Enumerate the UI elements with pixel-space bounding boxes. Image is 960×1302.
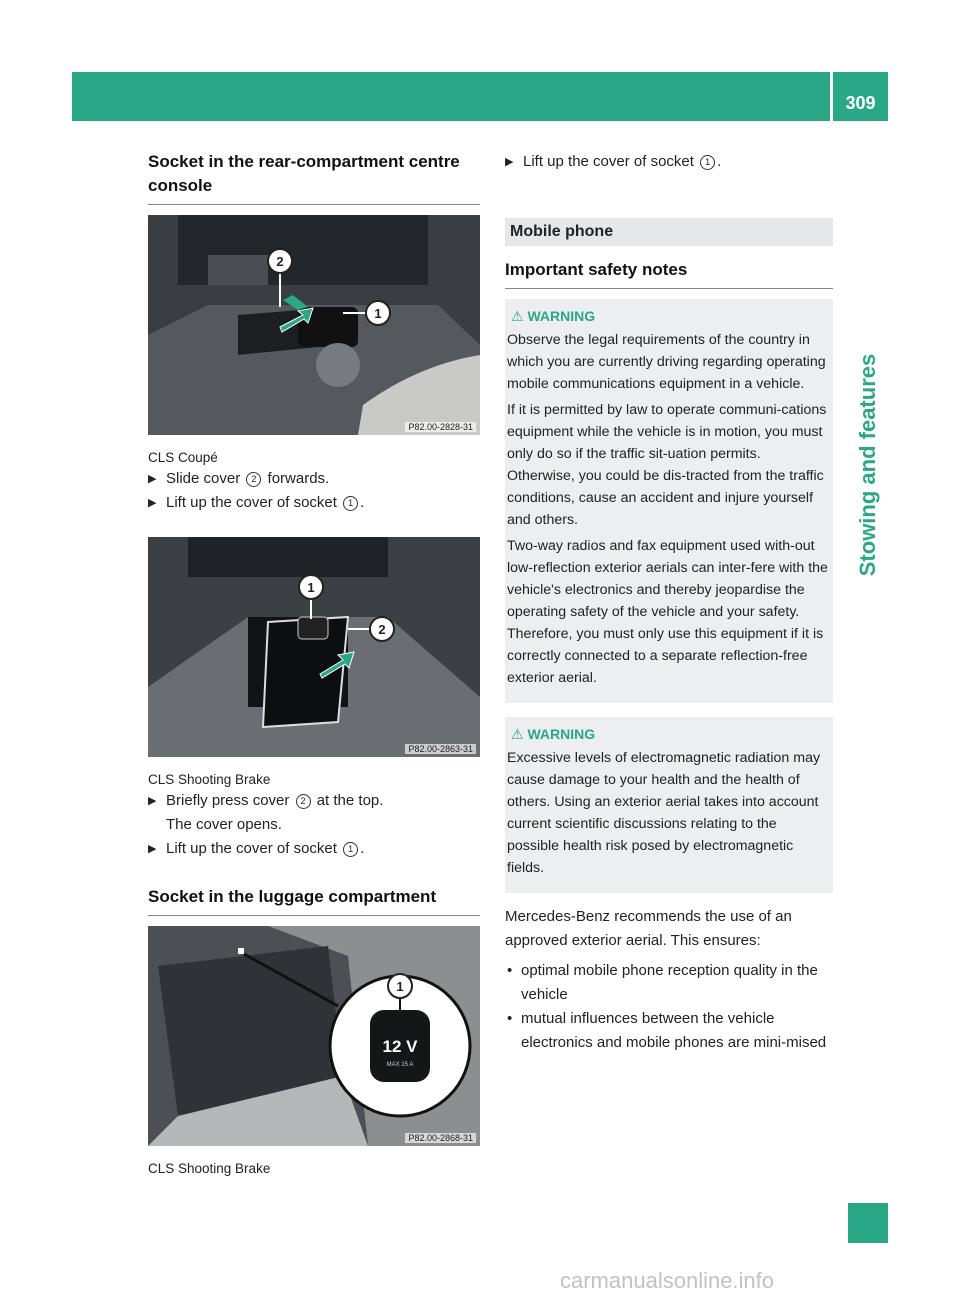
socket-label: 12 V: [382, 1037, 418, 1056]
warning-label: ⚠ WARNING: [511, 308, 596, 324]
subheading-safety-notes: Important safety notes: [505, 258, 833, 289]
watermark: carmanualsonline.info: [560, 1268, 775, 1293]
number-2-icon: 2: [246, 472, 261, 487]
photo-code: P82.00-2828-31: [405, 422, 476, 432]
photo-shooting-brake-console: [148, 537, 480, 757]
caption-shooting-brake: CLS Shooting Brake: [148, 1161, 271, 1176]
step-result: The cover opens.: [166, 816, 282, 833]
right-column: [505, 150, 833, 1055]
warning-icon: ⚠: [511, 726, 524, 742]
photo-code: P82.00-2868-31: [405, 1133, 476, 1143]
warning-box: [505, 717, 833, 893]
warning-text: Excessive levels of electromagnetic radiation may cause damage to your health and the health of others. Using an exterior aerial takes into account current scientific discussions relating to the possible health risk posed by electromagnetic fields.: [507, 750, 821, 876]
number-1-icon: 1: [343, 496, 358, 511]
step-slide-cover: ▶ Slide cover 2 forwards.: [148, 467, 480, 491]
svg-text:2: 2: [378, 622, 386, 637]
warning-text: Observe the legal requirements of the country in which you are currently driving regarding operating mobile communications equipment in a vehicle.: [507, 332, 826, 392]
number-1-icon: 1: [343, 842, 358, 857]
warning-text: If it is permitted by law to operate communi-cations equipment while the vehicle is in motion, you must only do so if the traffic sit-uation permits. Otherwise, you could be dis-tracted from the traffic conditions, cause an accident and injure yourself and others.: [507, 402, 827, 528]
svg-text:2: 2: [276, 254, 284, 269]
photo-luggage-compartment: [148, 926, 480, 1146]
left-column: [148, 150, 480, 1178]
header-bar: [72, 72, 888, 121]
photo-cls-coupe: [148, 215, 480, 435]
page-number: 309: [845, 93, 876, 113]
section-heading-luggage: Socket in the luggage compartment: [148, 885, 480, 916]
list-item: • mutual influences between the vehicle electronics and mobile phones are mini-mised: [505, 1007, 833, 1055]
list-item: • optimal mobile phone reception quality in the vehicle: [505, 959, 833, 1007]
warning-icon: ⚠: [511, 308, 524, 324]
warning-text: Two-way radios and fax equipment used with-out low-reflection exterior aerials can inter-fere with the vehicle's electronics and thereby jeopardise the operating safety of the vehicle and your safety. Therefore, you must only use this equipment if it is correctly connected to a separate reflection-free exterior aerial.: [507, 538, 828, 686]
number-1-icon: 1: [700, 155, 715, 170]
body-text: Mercedes-Benz recommends the use of an approved exterior aerial. This ensures:: [505, 908, 792, 949]
svg-text:1: 1: [374, 306, 382, 321]
section-heading-centre-console: Socket in the rear-compartment centre console: [148, 150, 480, 205]
step-lift-cover: ▶ Lift up the cover of socket 1 .: [148, 491, 480, 515]
number-2-icon: 2: [296, 794, 311, 809]
step-lift-cover: ▶ Lift up the cover of socket 1 .: [505, 150, 833, 174]
step-lift-cover: ▶ Lift up the cover of socket 1 .: [148, 837, 480, 861]
svg-text:1: 1: [307, 580, 315, 595]
side-tab-label: Stowing and features: [855, 353, 880, 577]
photo-code: P82.00-2863-31: [405, 744, 476, 754]
side-tab-block: [848, 1203, 888, 1243]
warning-label: ⚠ WARNING: [511, 726, 596, 742]
socket-sublabel: MAX 15 A: [386, 1062, 414, 1068]
section-title-mobile-phone: Mobile phone: [505, 218, 833, 246]
svg-text:1: 1: [396, 979, 404, 994]
caption-shooting-brake: CLS Shooting Brake: [148, 772, 271, 787]
caption-cls-coupe: CLS Coupé: [148, 450, 218, 465]
step-press-cover: ▶ Briefly press cover 2 at the top.: [148, 789, 480, 813]
warning-box: [505, 299, 833, 703]
header-title: Features: [728, 19, 820, 42]
